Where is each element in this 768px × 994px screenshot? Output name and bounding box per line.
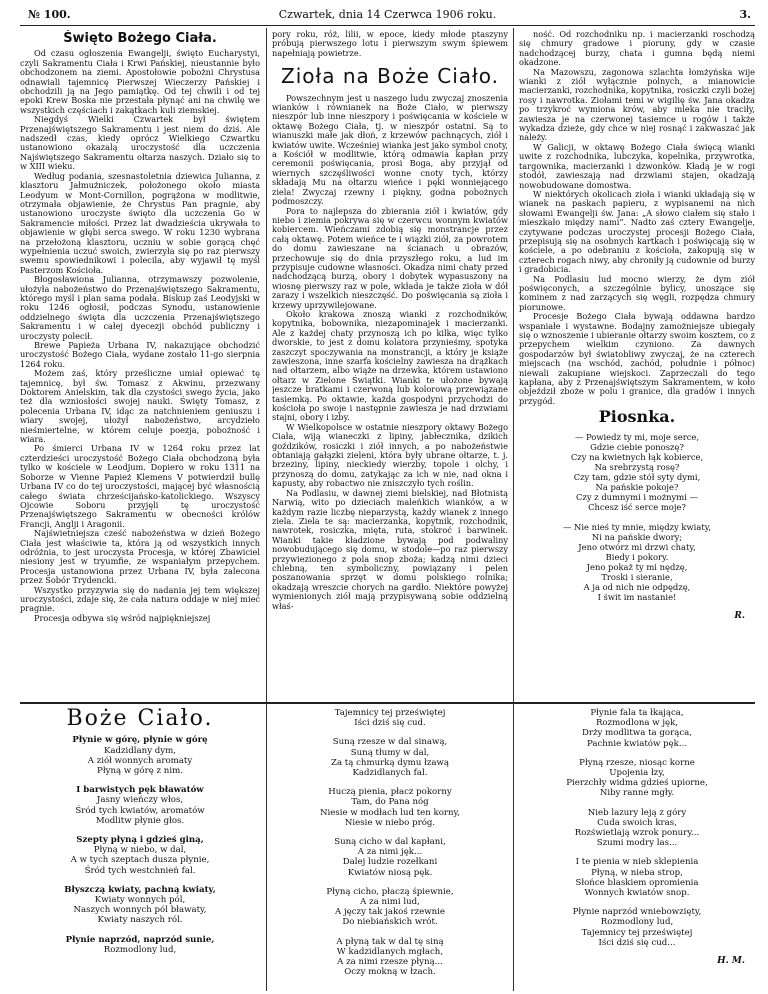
stanza xyxy=(20,935,260,955)
poem-boze-cialo-continued xyxy=(272,708,508,992)
poem-boze-cialo-end xyxy=(519,708,755,992)
issue-number: № 100. xyxy=(28,8,71,21)
paragraph: Procesja odbywa się wśród najpiękniejszej xyxy=(34,612,211,623)
poem-body xyxy=(519,432,755,602)
column-divider-1 xyxy=(266,28,267,991)
paragraph: Od czasu ogłoszenia Ewangelji, święto Eucharystyi, czyli Sakramentu Ciała i Krwi Pańskiej, nieustannie było obchodzonem na ziemi. Apostołowie pobożni Chrystusa odnawiali tajemnicę Pierwszej Wieczerzy Pańskiej i obchodzili ją na Jego pamiątkę. Od tej chwili i od tej epoki Krew Boska nie przestała płynąć ani na chwilę we wszystkich częściach i zakątkach kuli ziemskiej. xyxy=(20,48,260,115)
verse-line: Błyszczą kwiaty, pachną kwiaty, xyxy=(64,884,216,895)
section-divider xyxy=(20,702,755,704)
verse-line: Jeno otwórz mi drzwi chaty, xyxy=(578,541,696,552)
verse-line: Płyną w niebo, w dal, xyxy=(93,845,187,856)
stanza xyxy=(519,907,755,948)
stanza xyxy=(519,708,755,749)
article-title: Święto Bożego Ciała. xyxy=(63,31,217,46)
verse-line: Płynie w górę, płynie w górę xyxy=(72,735,208,746)
stanza xyxy=(272,837,508,878)
verse-line: Rozświetlają wzrok ponury... xyxy=(574,828,700,839)
verse-line: Niesie w modłach lud ten korny, xyxy=(319,807,461,818)
verse-line: A za nimi jęk... xyxy=(357,847,423,858)
verse-line: W kadzidlanych mgłach, xyxy=(336,946,444,957)
paragraph: Procesje Bożego Ciała bywają oddawna bardzo wspaniałe i wystawne. Bodajny zamożniejsze ubiegały się o wznoszenie i ubieranie ołtarzy swoim kosztem, co z przepychem wielkim czyniono. Za dawnych gospodarzów był światobliwy zwyczaj, że na czterech miejscach (na wschód, zachód, południe i północ) niewali zakupiane wiejskoci. Zaprzeczali do tego kapłana, aby z Przenajświętszym Sakramentem, w koło objeździł zboże w polu i granice, dla gradów i innych przygód. xyxy=(519,311,755,406)
verse-line: Suną rzesze w dal sinawą, xyxy=(332,737,448,748)
article-body xyxy=(20,49,260,623)
verse-line: A ja od nich nie odpędzę, xyxy=(583,581,691,592)
verse-line: A w tych szeptach dusza płynie, xyxy=(70,855,210,866)
column-divider-2 xyxy=(513,28,514,991)
verse-line: Czy na kwietnych łąk kobierce, xyxy=(570,451,704,462)
verse-line: Płynie naprzód wniebowzięty, xyxy=(572,907,702,918)
verse-line: Nieb lazury leją z góry xyxy=(587,807,687,818)
issue-date: Czwartek, dnia 14 Czerwca 1906 roku. xyxy=(278,8,497,21)
poem-signature: H. M. xyxy=(717,956,745,967)
verse-line: Rozmodlony lud, xyxy=(600,917,674,928)
paragraph: Na Podlasiu lud mocno wierzy, że dym ziół poświęconych, a szczególnie bylicy, unoszące się kominem z nad zarzących się węgli, rozpędza chmury piorunowe. xyxy=(519,273,755,312)
verse-line: I te pienia w nieb sklepienia xyxy=(575,857,699,868)
stanza xyxy=(20,735,260,776)
verse-line: Kwiaty wonnych pól, xyxy=(94,895,186,906)
stanza xyxy=(519,857,755,898)
paragraph: Niegdyś Wielki Czwartek był świętem Przenajświętszego Sakramentu i jest niem do dziś. Ale nadszedł czas, kiedy oprócz Wielkiego Czwartku ustanowiono okazalą uroczystość dla uczczenia Najświętszego Sakramentu ołtarza naszych. Działo się to w XIII wieku. xyxy=(20,114,260,172)
paragraph: Pora to najlepsza do zbierania ziół i kwiatów, gdy niebo i ziemia pokrywa się w czerwcu wonnym kwiatów kobiercem. Wieńczami zdobią się monstrancje przez całą oktawę. Potem wieńce te i wiązki ziół, za powrotem do domu zawieszane na ścianach u obrazów, przechowuje się do dnia przyszłego roku, a lud im przypisuje cudowne własności. Okadza nimi chaty przed nadchodzącą burzą, obory i dobytek wypasuszony na wiosnę pierwszy raz w pole, wkłada je także zioła w dół zarazy i wszelkich nieszczęść. Do poświęcania są zioła i krzewy uprzywilejowane. xyxy=(272,205,508,310)
verse-line: Niby ranne mgły. xyxy=(599,788,675,799)
verse-line: Płynie fala ta łkająca, xyxy=(590,708,684,718)
verse-line: Rozmodlona w jęk, xyxy=(595,718,679,729)
page-number: 3. xyxy=(739,8,751,21)
verse-line: Płyną rzesze, niosąc korne xyxy=(579,757,695,768)
poem-body xyxy=(272,708,508,977)
verse-line: Drży modlitwa ta gorąca, xyxy=(582,728,692,739)
verse-line: Pachnie kwiatów pęk... xyxy=(586,738,688,749)
verse-line: A płyną tak w dal tę siną xyxy=(336,936,444,947)
stanza xyxy=(519,808,755,849)
paragraph: Wszystko przyzywia się do nadania jej tem większej uroczystości, zdaje się, że cała natura oddaje w niej mieć pragnie. xyxy=(20,584,260,614)
stanza xyxy=(20,885,260,926)
stanza xyxy=(519,432,755,512)
verse-line: Tajemnicy tej przeświętej xyxy=(581,927,693,938)
verse-line: Kadzidlanych fal. xyxy=(352,768,428,779)
verse-line: — Nie nieś ty mnie, między kwiaty, xyxy=(562,521,711,532)
verse-line: Szepty płyną i gdzieś giną, xyxy=(76,835,204,846)
page-header xyxy=(20,6,755,26)
verse-line: Troski i sieranie, xyxy=(601,571,673,582)
verse-line: Niesie w niebo próg. xyxy=(344,817,436,828)
stanza xyxy=(272,708,508,728)
stanza xyxy=(519,522,755,602)
verse-line: Biedy i pokory. xyxy=(605,551,669,562)
verse-line: A za nimi lud, xyxy=(360,897,420,908)
article-body xyxy=(519,30,755,406)
poem-body xyxy=(519,708,755,948)
article-swieto-bozego-ciala xyxy=(20,30,260,698)
stanza xyxy=(272,737,508,778)
verse-line: Suną cicho w dal kapłani, xyxy=(334,837,446,848)
verse-line: Śród tych kwiatów, aromatów xyxy=(75,805,205,816)
verse-line: Płyną w górę z nim. xyxy=(97,766,183,777)
stanza xyxy=(519,758,755,799)
article-continued-and-piosnka xyxy=(519,30,755,700)
paragraph: Brewe Papieża Urbana IV, nakazujące obchodzić uroczystość Bożego Ciała, wydane zostało 11-go sierpnia 1264 roku. xyxy=(20,340,260,369)
verse-line: Rozmodlony lud, xyxy=(103,944,177,955)
verse-line: Wonnych kwiatów snop. xyxy=(584,888,690,899)
paragraph: Według podania, szesnastoletnia dziewica Julianna, z klasztoru Jałmużniczek, położonego około miasta Leodyum w Mont-Cornillon, pogrążona w modlitwie, otrzymała objawienie, że Chrystus Pan pragnie, aby ustanowiono uroczyste święto dla uczczenia Go w Sakramencie miłości. Przez lat dwadzieścia ukrywała to objawienie w głębi serca swego. W roku 1230 wybrana na przełożoną klasztoru, uczniu w sobie gorącą chęć wypełnienia uczuć swoich, zwierzyła się po raz pierwszy swemu spowiednikowi i polecila, aby wyjawił tę myśl Pasterzom Kościoła. xyxy=(20,170,260,275)
verse-line: Pierzchły widma gdzieś upiorne, xyxy=(566,778,708,789)
paragraph: Na Podlasiu, w dawnej ziemi bielskiej, nad Błotnistą Narwią, wito po dzieciach maleńkich wianków, a w każdym razie liczbę nieparzystą, każdy wianek z innego ziela. Ziela te są: macierzanka, kopytnik, rozchodnik, nawrotek, rosiczka, mięta, ruta, stokroć i barwinek. Wianki takie kładzione bywają pod podwaliny nowobudującego się domu, w stodole—po raz pierwszy przywiezionego z pola snop zboża; kadzą nimi dzieci chlebną, ten symboliczny, powiązany i pelen poszanowania sprzęt w domu polskiego rolnika; okadzają wreszcie chorych na gardło. Niektóre powyżej wymienionych ziół mają przypisywaną sobie oddzielną właś- xyxy=(272,487,508,611)
poem-signature: R. xyxy=(734,610,745,621)
article-title: Zioła na Boże Ciało. xyxy=(281,64,499,89)
verse-line: Ni na pańskie dwory; xyxy=(591,531,683,542)
verse-line: Tam, do Pana nóg xyxy=(351,797,429,808)
verse-line: Cuda swoich kras, xyxy=(597,817,677,828)
verse-line: Do niebiańskich wrót. xyxy=(342,917,438,928)
paragraph: Powszechnym jest u naszego ludu zwyczaj znoszenia wianków i równianek na Boże Ciało, w pierwszy nieszpór lub inne nieszpory i poświęcania w kościele w oktawę Bożego Ciała, tj. w nieszpór ostatni. Są to wianuszki małe jak dłoń, z krzewów pachnących, ziół i kwiatów uwite. Wcześniej wianka jest jako symbol cnoty, a Kościół w modlitwie, którą odmawia kapłan przy ceremonii poświęcania, prosi Boga, aby przyjął od wiernych szczęśliwości wonne cnoty tych, którzy składają Mu na ołtarzu wieńce i pęki wonniejącego ziela! Zwyczaj rzewny i piękny, godna pobożnych podmoszczy. xyxy=(272,92,508,207)
verse-line: Czy tam, gdzie stół syty dymi, xyxy=(573,471,701,482)
stanza xyxy=(272,787,508,828)
continued-text: pory roku, róż, lilii, w epoce, kiedy młode ptaszyny próbują pierwszego lotu i pierwszym swym śpiewem napełniają powietrze. xyxy=(272,30,508,58)
verse-line: Suną tłumy w dal, xyxy=(350,747,430,758)
verse-line: A za nimi rzesze płyną... xyxy=(337,957,443,968)
verse-line: Tajemnicy tej przeświętej xyxy=(334,708,446,718)
poem-boze-cialo xyxy=(20,708,260,992)
verse-line: Na srebrzystą rosę? xyxy=(594,461,680,472)
paragraph: W Wielkopolsce w ostatnie nieszpory oktawy Bożego Ciała, wiją wianeczki z lipiny, jabłecznika, dzikich goździków, rosiczki i ziół innych, a po nabożeństwie obtaniają gałązki zieleni, która były ubrane ołtarze, t. j. brzeziny, lipiny, nieckiedy wierzby, topole i olchy, i przynoszą do domu, zatykając za ich w nie, nad okna i kapusty, aby robactwo nie zniszczyło tych roślin. xyxy=(272,421,508,489)
paragraph: Około krakowa znoszą wianki z rozchodników, kopytnika, bobownika, niezapominajek i macierzanki. Ale z każdej chaty przynoszą ich po kilka, więc tylko dworskie, to jest z domu kolatora przynieśmy, spotyka zaszczyt spoczywania na monstrancji, a który je książe zawieszona, inne szarfa kościelny zawiesza na drążkach nad ołtarzem, albo wiąże na drzewka, którem ustawiono ołtarz w Zielone Świątki. Wianki te ułożone bywają jeszcze bratkami i czerwoną lub kolorową przewiązane tasiemką. Po oktawie, każda gospodyni przychodzi do kościoła po swoje i następnie zawiesza je nad drzwiami stajni, obory i izby. xyxy=(272,308,508,423)
paragraph: W niektórych okolicach zioła i wianki układają się w wianek na paskach papieru, z wypisanemi na nich słowami Ewangelji św. Jana: „A słowo ciałem się stało i mieszkało między nami”. Nadto zaś cztery Ewangelje, czytywane podczas uroczystej procesji Bożego Ciała, przepisują się na osobnych kartkach i poświęcają się w kościele, a po odebraniu z kościoła, zakopują się w czterech rogach niwy, aby chroniły ją cudownie od burzy i gradobicia. xyxy=(519,188,755,275)
verse-line: Płyną, w nieba strop, xyxy=(591,867,683,878)
verse-line: Płyną cicho, płaczą śpiewnie, xyxy=(326,886,454,897)
poem-body xyxy=(20,735,260,955)
verse-line: Kwiaty naszych ról. xyxy=(97,915,183,926)
paragraph: Błogosławiona Julianna, otrzymawszy pozwolenie, ułożyła nabożeństwo do Przenajświętszego Sakramentu, którego myśl i plan sama podała. Biskup zaś Leodyjski w roku 1246 ogłosił, podczas Synodu, ustanowienie oddzielnego święta dla uczczenia Przenajświętszego Sakramentu i w całej dyecezji obchód publiczny i uroczysty polecił. xyxy=(20,274,260,341)
verse-line: Chcesz iść serce moje? xyxy=(588,501,686,512)
article-body xyxy=(272,94,508,611)
paragraph: Możem zaś, który prześliczne umiał opiewać tę tajemnicę, był św. Tomasz z Akwinu, przezwany Doktorem Anielskim, tak dla czystości swego życia, jako też dla wzniosłości swojej nauki. Święty Tomasz, z polecenia Urbana IV, idąc za natchnieniem geniuszu i wiary swojej, ułożył nabożeństwo, arcydzieło nieśmiertelne, w którem celuje poezja, pobożność i wiara. xyxy=(20,368,260,445)
verse-line: Kadzidlany dym, xyxy=(103,745,177,756)
verse-line: Szumi modry las... xyxy=(596,838,678,849)
article-ziola-na-boze-cialo xyxy=(272,30,508,698)
poem-title: Boże Ciało. xyxy=(66,708,214,731)
verse-line: Oczy mokną w łzach. xyxy=(344,967,436,978)
stanza xyxy=(20,785,260,826)
verse-line: Iści dziś się cud... xyxy=(598,937,676,948)
paragraph: Po śmierci Urbana IV w 1264 roku przez lat czterdzieści uroczystość Bożego Ciała obchodzoną była tylko w kościele w Leodjum. Dopiero w roku 1311 na Soborze w Vienne Papież Klemens V potwierdził bullę Urbana IV co do tej uroczystości, mającej być własnością całego świata chrześcijańsko-katolickiego. Wszyscy Ojcowie Soboru przyjęli tę uroczystość Przenajświętszego Sakramentu w obecności królów Francji, Anglji i Aragonii. xyxy=(20,443,260,529)
verse-line: Modlitw płynie głos. xyxy=(95,815,185,826)
poem-title: Piosnka. xyxy=(598,407,676,427)
verse-line: Jeno pokaż ty mi nędzę, xyxy=(586,561,688,572)
verse-line: Naszych wonnych pól bławaty, xyxy=(73,905,207,916)
verse-line: Jasny wieńczy włos, xyxy=(96,795,184,806)
verse-line: I barwistych pęk bławatów xyxy=(76,785,204,796)
verse-line: Huczą pienia, płacz pokorny xyxy=(328,787,452,798)
verse-line: Na pańskie pokoje? xyxy=(595,481,679,492)
stanza xyxy=(272,937,508,978)
paragraph: Najświetniejsza cześć nabożeństwa w dzień Bożego Ciała jest właściwie ta, która ją od wszystkich innych odróżnia, to jest uroczysta Procesja, w której Zbawiciel niesiony jest w tryumfie, ze wspaniałym przepychem. Procesja ustanowiona przez Urbana IV, była zalecona przez Sobór Trydencki. xyxy=(20,528,260,586)
verse-line: Upojenia łzy, xyxy=(609,768,665,779)
verse-line: Słońce blaskiem opromienia xyxy=(575,877,699,888)
verse-line: Kwiatów niosą pęk. xyxy=(347,867,433,878)
verse-line: Płynie naprzód, naprzód sunie, xyxy=(65,934,215,945)
verse-line: Za tą chmurką dymu łzawą xyxy=(330,757,450,768)
verse-line: — Powiedz ty mi, moje serce, xyxy=(574,431,700,442)
paragraph: Na Mazowszu, zagonowa szlachta łomżyńska wije wianki z ziół wyłącznie polnych, a mianowicie macierzanki, rozchodnika, kopytnika, rosiczki czyli bożej rosy i nawrotka. Ziołami temi w wigilię św. Jana okadza po trzykroć wymiona krów, aby mleka nie traciły, zawiesza je na czerwonej tasiemce u rogów i także wykadza dzieże, gdy chce w niej rosnąć i zakwaszać jak należy. xyxy=(519,66,755,143)
verse-line: Iści dziś się cud. xyxy=(354,718,426,729)
verse-line: Śród tych westchnień fal. xyxy=(84,865,196,876)
stanza xyxy=(20,835,260,876)
paragraph: ność. Od rozchodniku np. i macierzanki roschodzą się chmury gradowe i pioruny, gdy w czasie nadchodzącej burzy, chata i gumna będą niemi okadzone. xyxy=(519,30,755,68)
verse-line: Dalej ludzie rozełkani xyxy=(342,857,438,868)
stanza xyxy=(272,887,508,928)
verse-line: I świt im nastanie! xyxy=(597,591,677,602)
verse-line: A ziół wonnych aromaty xyxy=(87,755,193,766)
verse-line: A jęczy tak jakoś rzewnie xyxy=(335,907,445,918)
paragraph: W Galicji, w oktawę Bożego Ciała święcą wianki uwite z rozchodnika, lubczyka, kopelnika, przywrotka, targownika, macierzanki i dzwonków. Kładą je w rogi stodół, zawieszają nad drzwiami stajen, okadzają nowobudowane domostwa. xyxy=(519,141,755,190)
verse-line: Czy z dumnymi i możnymi — xyxy=(576,491,698,502)
verse-line: Gdzie ciebie ponoszę? xyxy=(590,441,684,452)
